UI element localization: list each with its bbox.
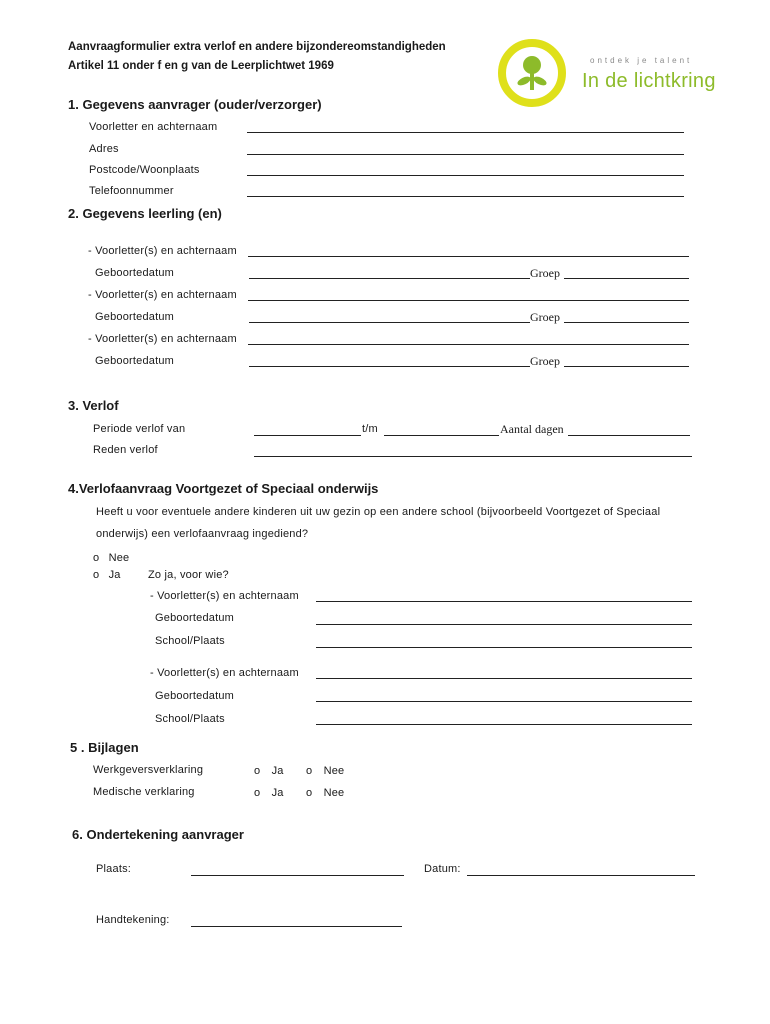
radio-circle-icon: o (306, 765, 313, 777)
section1-heading: 1. Gegevens aanvrager (ouder/verzorger) (68, 97, 322, 112)
field-line-phone[interactable] (247, 196, 684, 197)
attachment2-nee[interactable] (306, 787, 344, 799)
signature-line[interactable] (191, 926, 402, 927)
student2-birth-line[interactable] (249, 322, 530, 323)
student1-name-line[interactable] (248, 256, 689, 257)
signature-label: Handtekening: (96, 914, 170, 926)
reason-label: Reden verlof (93, 444, 158, 456)
child1-school-line[interactable] (316, 647, 692, 648)
field-label-name: Voorletter en achternaam (89, 121, 218, 133)
days-label: Aantal dagen (500, 422, 564, 436)
child2-birth-label: Geboortedatum (155, 690, 235, 702)
period-label: Periode verlof van (93, 423, 186, 435)
attachment2-label: Medische verklaring (93, 786, 195, 798)
radio-nee-label: Nee (108, 552, 130, 564)
student3-birth-line[interactable] (249, 366, 530, 367)
student3-name-line[interactable] (248, 344, 689, 345)
attachment1-nee-label: Nee (323, 765, 345, 777)
child2-school-label: School/Plaats (155, 713, 225, 725)
school-logo (497, 38, 567, 108)
radio-circle-icon: o (93, 569, 100, 581)
radio-circle-icon: o (93, 552, 100, 564)
student2-group-label: Groep (530, 310, 560, 324)
child2-birth-line[interactable] (316, 701, 692, 702)
attachment1-label: Werkgeversverklaring (93, 764, 204, 776)
place-line[interactable] (191, 875, 404, 876)
attachment1-ja-label: Ja (271, 765, 284, 777)
field-line-postcode[interactable] (247, 175, 684, 176)
form-title: Aanvraagformulier extra verlof en andere bijzondereomstandigheden (68, 41, 446, 53)
logo-tagline: ontdek je talent (590, 56, 693, 65)
radio-circle-icon: o (254, 787, 261, 799)
child2-name-label: - Voorletter(s) en achternaam (150, 667, 299, 679)
field-label-address: Adres (89, 143, 119, 155)
question-line1: Heeft u voor eventuele andere kinderen uit uw gezin op een andere school (bijvoorbeeld Voortgezet of Speciaal (96, 506, 661, 518)
radio-circle-icon: o (306, 787, 313, 799)
student3-group-label: Groep (530, 354, 560, 368)
student2-name-label: - Voorletter(s) en achternaam (88, 289, 237, 301)
period-tm-label: t/m (362, 423, 378, 435)
radio-nee[interactable] (93, 552, 129, 564)
field-line-address[interactable] (247, 154, 684, 155)
flower-logo-icon (497, 38, 567, 108)
child1-school-label: School/Plaats (155, 635, 225, 647)
field-label-phone: Telefoonnummer (89, 185, 174, 197)
radio-ja-label: Ja (108, 569, 121, 581)
student1-name-label: - Voorletter(s) en achternaam (88, 245, 237, 257)
child1-birth-label: Geboortedatum (155, 612, 235, 624)
student1-group-label: Groep (530, 266, 560, 280)
place-label: Plaats: (96, 863, 132, 875)
child1-birth-line[interactable] (316, 624, 692, 625)
field-label-postcode: Postcode/Woonplaats (89, 164, 200, 176)
student3-name-label: - Voorletter(s) en achternaam (88, 333, 237, 345)
student3-birth-label: Geboortedatum (95, 355, 175, 367)
child1-name-label: - Voorletter(s) en achternaam (150, 590, 299, 602)
radio-circle-icon: o (254, 765, 261, 777)
attachment2-ja[interactable] (254, 787, 284, 799)
attachment2-nee-label: Nee (323, 787, 345, 799)
child2-name-line[interactable] (316, 678, 692, 679)
student2-group-line[interactable] (564, 322, 689, 323)
reason-line[interactable] (254, 456, 692, 457)
days-line[interactable] (568, 435, 690, 436)
child2-school-line[interactable] (316, 724, 692, 725)
question-line2: onderwijs) een verlofaanvraag ingediend? (96, 528, 309, 540)
section5-heading: 5 . Bijlagen (70, 740, 139, 755)
period-to-line[interactable] (384, 435, 499, 436)
if-yes-label: Zo ja, voor wie? (148, 569, 229, 581)
section2-heading: 2. Gegevens leerling (en) (68, 206, 222, 221)
form-subtitle: Artikel 11 onder f en g van de Leerplichtwet 1969 (68, 60, 334, 72)
logo-name: In de lichtkring (582, 70, 716, 92)
date-label: Datum: (424, 863, 461, 875)
date-line[interactable] (467, 875, 695, 876)
period-from-line[interactable] (254, 435, 361, 436)
student2-name-line[interactable] (248, 300, 689, 301)
student1-group-line[interactable] (564, 278, 689, 279)
attachment1-ja[interactable] (254, 765, 284, 777)
child1-name-line[interactable] (316, 601, 692, 602)
field-line-name[interactable] (247, 132, 684, 133)
student3-group-line[interactable] (564, 366, 689, 367)
section3-heading: 3. Verlof (68, 398, 119, 413)
section6-heading: 6. Ondertekening aanvrager (72, 827, 244, 842)
attachment1-nee[interactable] (306, 765, 344, 777)
attachment2-ja-label: Ja (271, 787, 284, 799)
student1-birth-line[interactable] (249, 278, 530, 279)
student1-birth-label: Geboortedatum (95, 267, 175, 279)
student2-birth-label: Geboortedatum (95, 311, 175, 323)
radio-ja[interactable] (93, 569, 121, 581)
section4-heading: 4.Verlofaanvraag Voortgezet of Speciaal onderwijs (68, 481, 379, 496)
